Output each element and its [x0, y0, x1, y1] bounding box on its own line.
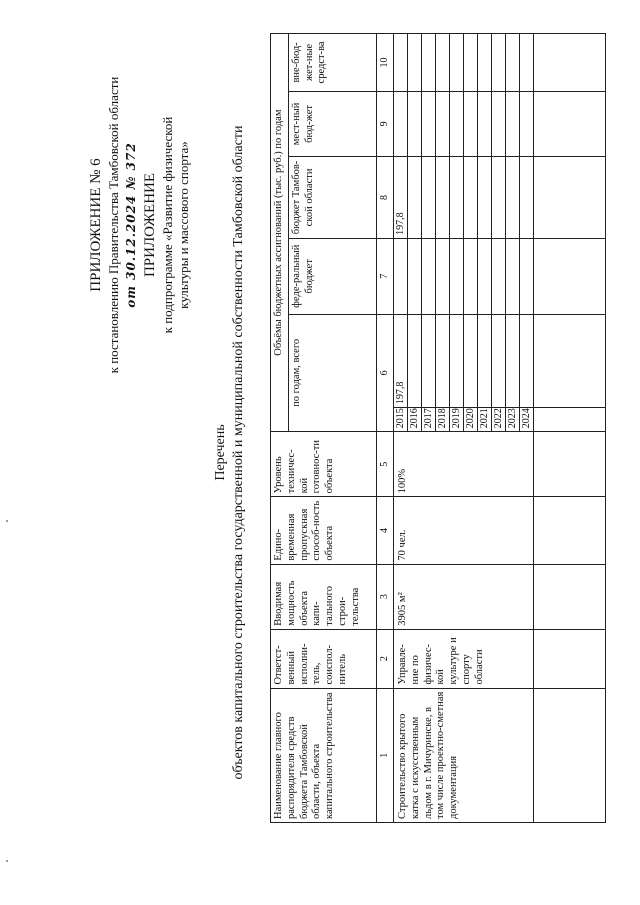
header-col-5: Уровень техничес-кой готовнос-ти объекта	[271, 432, 377, 497]
empty-cell	[533, 432, 605, 497]
empty-cell	[533, 91, 605, 156]
subprogram-line-1: к подпрограмме «Развитие физической	[160, 116, 175, 334]
year-federal	[449, 238, 463, 314]
year-label: 2023	[505, 408, 519, 432]
year-local	[463, 91, 477, 156]
year-local	[477, 91, 491, 156]
header-col-6: по годам, всего	[288, 314, 376, 432]
year-local	[491, 91, 505, 156]
year-regional	[463, 156, 477, 238]
column-number: 8	[376, 156, 393, 238]
header-col-8: бюджет Тамбов-ской области	[288, 156, 376, 238]
year-extra	[505, 34, 519, 92]
year-total: 197,8	[393, 314, 407, 408]
empty-cell	[533, 497, 605, 564]
year-extra	[491, 34, 505, 92]
year-extra	[449, 34, 463, 92]
empty-cell	[533, 34, 605, 92]
empty-cell	[533, 314, 605, 408]
year-total	[505, 314, 519, 408]
year-extra	[421, 34, 435, 92]
year-federal	[435, 238, 449, 314]
subprogram-line-2: культуры и массового спорта»	[176, 141, 191, 309]
empty-cell	[533, 408, 605, 432]
year-federal	[407, 238, 421, 314]
column-number: 5	[376, 432, 393, 497]
year-label: 2020	[463, 408, 477, 432]
header-col-9: мест-ный бюд-жет	[288, 91, 376, 156]
year-extra	[393, 34, 407, 92]
year-local	[421, 91, 435, 156]
document-subtitle: объектов капитального строительства государственной и муниципальной собственности Тамбовской области	[231, 125, 246, 780]
header-col-4: Едино-временная пропускная способ-ность объекта	[271, 497, 377, 564]
header-col-2: Ответст-венный исполни-тель, соиспол-нитель	[271, 629, 377, 688]
column-number: 3	[376, 564, 393, 629]
year-federal	[463, 238, 477, 314]
header-col-1: Наименование главного распорядителя средств бюджета Тамбовской области, объекта капитального строительства	[271, 688, 377, 822]
year-local	[435, 91, 449, 156]
year-local	[519, 91, 533, 156]
header-row-group	[271, 34, 289, 823]
table-bottom-row	[533, 34, 605, 823]
empty-cell	[533, 238, 605, 314]
year-regional	[505, 156, 519, 238]
document-title: Перечень	[213, 424, 228, 481]
year-total	[519, 314, 533, 408]
year-regional	[491, 156, 505, 238]
year-label: 2021	[477, 408, 491, 432]
year-label: 2019	[449, 408, 463, 432]
year-label: 2018	[435, 408, 449, 432]
column-number-row	[376, 34, 393, 823]
year-label: 2024	[519, 408, 533, 432]
year-label: 2022	[491, 408, 505, 432]
appendix-number: ПРИЛОЖЕНИЕ № 6	[88, 158, 104, 292]
empty-cell	[533, 688, 605, 822]
year-federal	[421, 238, 435, 314]
year-federal	[393, 238, 407, 314]
year-regional	[435, 156, 449, 238]
column-number: 2	[376, 629, 393, 688]
year-total	[449, 314, 463, 408]
readiness-level: 100%	[393, 432, 533, 497]
header-col-7: феде-ральный бюджет	[288, 238, 376, 314]
year-regional	[407, 156, 421, 238]
year-total	[463, 314, 477, 408]
year-extra	[435, 34, 449, 92]
responsible-executor: Управле-ние по физичес-кой культуре и спорту области	[393, 629, 533, 688]
scan-speck	[6, 520, 8, 522]
header-col-3: Вводимая мощность объекта капи-тального строи-тельства	[271, 564, 377, 629]
column-number: 4	[376, 497, 393, 564]
year-local	[505, 91, 519, 156]
header-budget-group: Объёмы бюджетных ассигнований (тыс. руб.) по годам	[271, 34, 289, 432]
empty-cell	[533, 564, 605, 629]
scan-speck	[6, 860, 8, 862]
decree-date-handwritten: от 30.12.2024 № 372	[124, 142, 138, 308]
year-local	[393, 91, 407, 156]
year-regional	[477, 156, 491, 238]
object-name: Строительство крытого катка с искусственным льдом в г. Мичуринске, в том числе проектно-сметная документация	[393, 688, 533, 822]
year-federal	[477, 238, 491, 314]
column-number: 9	[376, 91, 393, 156]
year-label: 2015	[393, 408, 407, 432]
year-total	[407, 314, 421, 408]
year-extra	[519, 34, 533, 92]
column-number: 6	[376, 314, 393, 432]
year-local	[407, 91, 421, 156]
year-regional	[449, 156, 463, 238]
header-col-10: вне-бюд-жет-ные средст-ва	[288, 34, 376, 92]
column-number: 7	[376, 238, 393, 314]
year-extra	[407, 34, 421, 92]
empty-cell	[533, 156, 605, 238]
year-total	[477, 314, 491, 408]
year-extra	[463, 34, 477, 92]
decree-reference: к постановлению Правительства Тамбовской области	[106, 76, 121, 374]
year-regional	[519, 156, 533, 238]
year-total	[435, 314, 449, 408]
year-federal	[505, 238, 519, 314]
capacity: 3905 м²	[393, 564, 533, 629]
empty-cell	[533, 629, 605, 688]
column-number: 1	[376, 688, 393, 822]
year-total	[491, 314, 505, 408]
year-row	[393, 34, 407, 823]
year-federal	[519, 238, 533, 314]
year-regional	[421, 156, 435, 238]
year-label: 2016	[407, 408, 421, 432]
year-extra	[477, 34, 491, 92]
throughput: 70 чел.	[393, 497, 533, 564]
year-federal	[491, 238, 505, 314]
year-regional: 197,8	[393, 156, 407, 238]
year-label: 2017	[421, 408, 435, 432]
column-number: 10	[376, 34, 393, 92]
year-total	[421, 314, 435, 408]
appendix-label: ПРИЛОЖЕНИЕ	[142, 172, 158, 278]
capital-construction-table	[270, 33, 606, 823]
year-local	[449, 91, 463, 156]
